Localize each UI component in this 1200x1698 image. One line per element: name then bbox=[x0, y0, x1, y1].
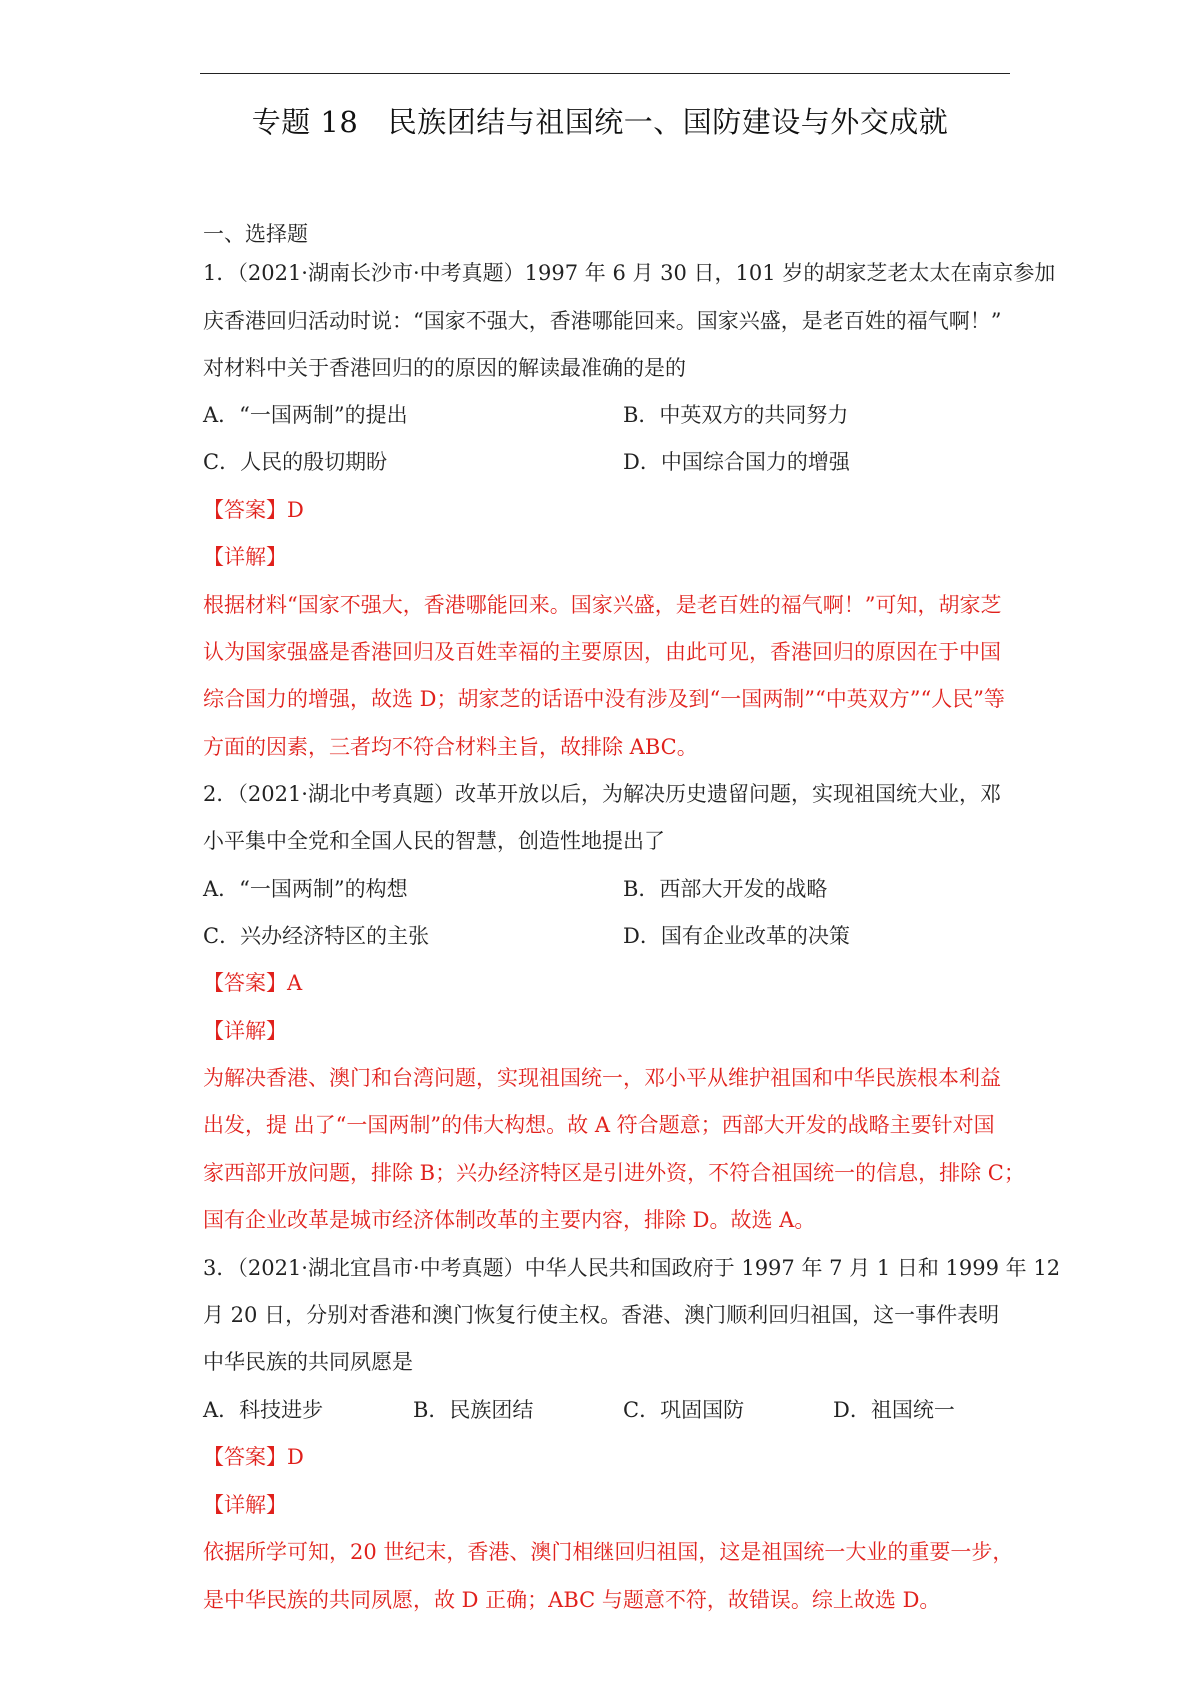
question-1-option-c: C．人民的殷切期盼 bbox=[203, 450, 388, 474]
question-2-stem: 小平集中全党和全国人民的智慧，创造性地提出了 bbox=[203, 829, 665, 853]
question-2-explanation: 为解决香港、澳门和台湾问题，实现祖国统一，邓小平从维护祖国和中华民族根本利益 bbox=[203, 1066, 1001, 1090]
header-rule bbox=[200, 73, 1010, 74]
question-2-option-a: A．“一国两制”的构想 bbox=[203, 877, 408, 901]
question-1-option-d: D．中国综合国力的增强 bbox=[623, 450, 850, 474]
question-3-stem: 月 20 日，分别对香港和澳门恢复行使主权。香港、澳门顺利回归祖国，这一事件表明 bbox=[203, 1303, 1000, 1327]
question-2-detail-label: 【详解】 bbox=[203, 1019, 287, 1043]
question-1-explanation: 方面的因素，三者均不符合材料主旨，故排除 ABC。 bbox=[203, 735, 698, 759]
question-3-detail-label: 【详解】 bbox=[203, 1493, 287, 1517]
question-3-stem: 3．（2021·湖北宜昌市·中考真题）中华人民共和国政府于 1997 年 7 月 1 日和 1999 年 12 bbox=[203, 1256, 1061, 1280]
question-1-stem: 对材料中关于香港回归的的原因的解读最准确的是的 bbox=[203, 356, 686, 380]
question-3-explanation: 是中华民族的共同夙愿，故 D 正确；ABC 与题意不符，故错误。综上故选 D。 bbox=[203, 1588, 941, 1612]
question-1-explanation: 认为国家强盛是香港回归及百姓幸福的主要原因，由此可见，香港回归的原因在于中国 bbox=[203, 640, 1001, 664]
question-2-stem: 2．（2021·湖北中考真题）改革开放以后，为解决历史遗留问题，实现祖国统大业，邓 bbox=[203, 782, 1001, 806]
question-1-detail-label: 【详解】 bbox=[203, 545, 287, 569]
page-title: 专题 18 民族团结与祖国统一、国防建设与外交成就 bbox=[251, 105, 949, 139]
question-1-stem: 1．（2021·湖南长沙市·中考真题）1997 年 6 月 30 日，101 岁的胡家芝老太太在南京参加 bbox=[203, 261, 1056, 285]
question-2-option-d: D．国有企业改革的决策 bbox=[623, 924, 850, 948]
question-1-explanation: 根据材料“国家不强大，香港哪能回来。国家兴盛，是老百姓的福气啊！”可知，胡家芝 bbox=[203, 593, 1002, 617]
question-3-option-c: C．巩固国防 bbox=[623, 1398, 745, 1422]
question-1-option-b: B．中英双方的共同努力 bbox=[623, 403, 849, 427]
question-3-answer: 【答案】D bbox=[203, 1445, 304, 1469]
question-3-stem: 中华民族的共同夙愿是 bbox=[203, 1350, 413, 1374]
question-2-option-c: C．兴办经济特区的主张 bbox=[203, 924, 430, 948]
question-3-explanation: 依据所学可知，20 世纪末，香港、澳门相继回归祖国，这是祖国统一大业的重要一步， bbox=[203, 1540, 1014, 1564]
question-3-option-b: B．民族团结 bbox=[413, 1398, 534, 1422]
question-3-option-a: A．科技进步 bbox=[203, 1398, 324, 1422]
question-1-answer: 【答案】D bbox=[203, 498, 304, 522]
question-2-explanation: 国有企业改革是城市经济体制改革的主要内容，排除 D。故选 A。 bbox=[203, 1208, 816, 1232]
question-2-answer: 【答案】A bbox=[203, 971, 303, 995]
question-1-stem: 庆香港回归活动时说：“国家不强大，香港哪能回来。国家兴盛，是老百姓的福气啊！” bbox=[203, 309, 1002, 333]
section-heading: 一、选择题 bbox=[203, 222, 308, 246]
question-2-explanation: 家西部开放问题，排除 B；兴办经济特区是引进外资，不符合祖国统一的信息，排除 C； bbox=[203, 1161, 1025, 1185]
question-3-option-d: D．祖国统一 bbox=[833, 1398, 955, 1422]
question-2-explanation: 出发，提 出了“一国两制”的伟大构想。故 A 符合题意；西部大开发的战略主要针对国 bbox=[203, 1113, 995, 1137]
question-1-explanation: 综合国力的增强，故选 D；胡家芝的话语中没有涉及到“一国两制”“中英双方”“人民”等 bbox=[203, 687, 1005, 711]
question-1-option-a: A．“一国两制”的提出 bbox=[203, 403, 408, 427]
question-2-option-b: B．西部大开发的战略 bbox=[623, 877, 828, 901]
